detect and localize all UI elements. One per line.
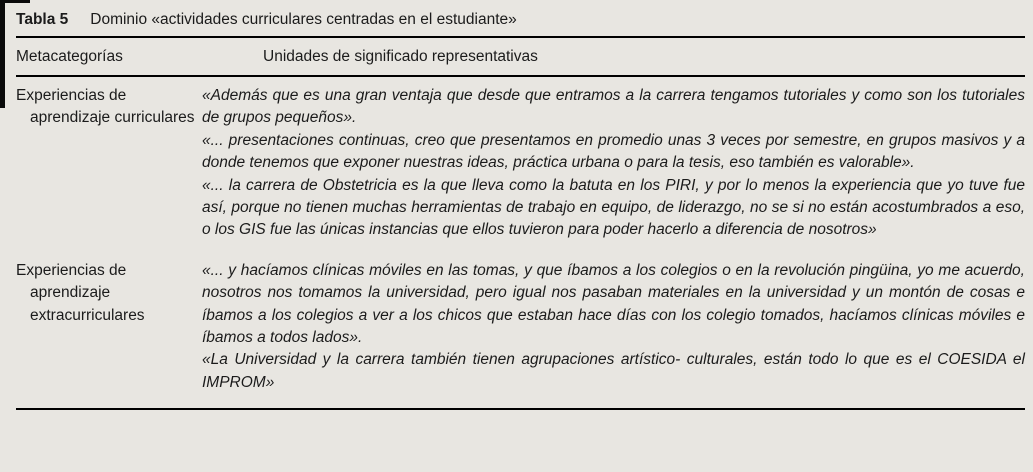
table-row — [16, 85, 1025, 242]
table-label: Tabla 5 — [16, 11, 69, 28]
table-caption — [16, 0, 1025, 36]
table-body — [16, 77, 1025, 408]
table-header-row — [16, 38, 1025, 75]
table-title: Dominio «actividades curriculares centradas en el estudiante» — [90, 11, 517, 28]
metacategory-cell: Experiencias de aprendizaje curriculares — [16, 87, 195, 127]
quote: «Además que es una gran ventaja que desde que entramos a la carrera tengamos tutoriales y como son los tutoriales de grupos pequeños». — [202, 87, 1025, 127]
column-header-metacategorias: Metacategorías — [16, 48, 123, 65]
table-row — [16, 260, 1025, 394]
quote: «... y hacíamos clínicas móviles en las tomas, y que íbamos a los colegios o en la revolución pingüina, yo me acuerdo, nosotros nos tomamos la universidad, pero igual nos pasaban materiales en la universidad y un montón de cosas e íbamos a los colegios a ver a los chicos que estaban hace días con los colegio tomados, hacíamos clínicas móviles e íbamos a todos lados». — [202, 261, 1025, 347]
quote: «La Universidad y la carrera también tienen agrupaciones artístico- culturales, están todo lo que es el COESIDA el IMPROM» — [202, 351, 1025, 391]
quotes-cell — [202, 85, 1025, 242]
quotes-cell — [202, 260, 1025, 394]
quote: «... presentaciones continuas, creo que presentamos en promedio unas 3 veces por semestre, en grupos masivos y a donde tenemos que exponer nuestras ideas, práctica urbana o para la tesis, eso también es valorable». — [202, 131, 1025, 172]
rule-bottom — [16, 408, 1025, 410]
scan-artifact — [0, 0, 5, 108]
quote: «... la carrera de Obstetricia es la que lleva como la batuta en los PIRI, y por lo menos la experiencia que yo tuve fue así, porque no tienen muchas herramientas de trabajo en equipo, de liderazgo, no se si no están acostumbrados a eso, o los GIS fue las únicas instancias que ellos tuvieron para poder hacerlo a diferencia de nosotros» — [202, 176, 1025, 239]
metacategory-cell: Experiencias de aprendizaje extracurriculares — [16, 261, 145, 324]
column-header-unidades: Unidades de significado representativas — [263, 48, 538, 65]
table-content — [16, 0, 1025, 410]
